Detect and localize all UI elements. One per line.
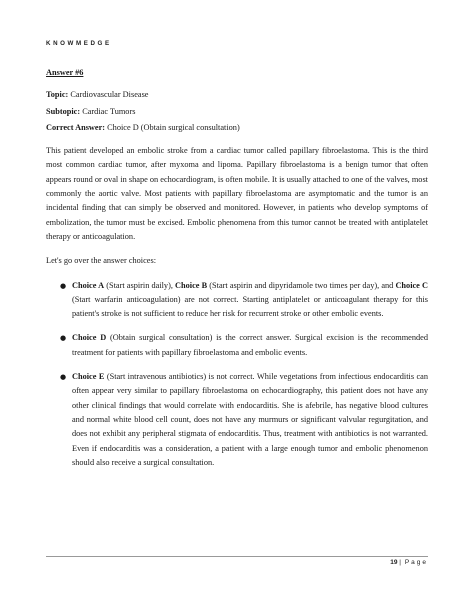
topic-value: Cardiovascular Disease (70, 90, 149, 100)
choice-a-label: Choice A (72, 280, 105, 290)
footer-divider (46, 556, 428, 557)
page-separator: | (399, 559, 401, 566)
list-item (46, 279, 428, 322)
choice-c-text: (Start warfarin anticoagulation) are not correct. Starting antiplatelet or anticoagulant therapy for this patient's stroke is not sufficient to reduce her risk for recurrent stroke or other embolic events. (72, 294, 428, 319)
bullet-icon: ● (60, 373, 67, 382)
correct-answer-label: Correct Answer: (46, 122, 106, 132)
choice-d-text: (Obtain surgical consultation) is the correct answer. Surgical excision is the recommended treatment for patients with papillary fibroelastoma and embolic events. (72, 333, 428, 357)
list-item (46, 331, 428, 360)
choices-intro: Let's go over the answer choices: (46, 256, 157, 266)
answer-content (46, 66, 428, 480)
topic-label: Topic: (46, 90, 69, 100)
answer-meta (46, 88, 428, 135)
list-item (46, 370, 428, 470)
subtopic-label: Subtopic: (46, 106, 81, 116)
choice-a-text: (Start aspirin daily), (104, 280, 176, 290)
choice-c-label: Choice C (395, 280, 428, 290)
choice-e-text: (Start intravenous antibiotics) is not correct. While vegetations from infectious endocarditis can often appear very similar to papillary fibroelastoma on echocardiography, this patient does not have any other clinical findings that would correlate with endocarditis. She is afebrile, has negative blood cultures and normal white blood cell count, does not have any murmurs or significant valvular regurgitation, and does not exhibit any peripheral stigmata of endocarditis. Thus, treatment with antibiotics is not warranted. Even if endocarditis was a consideration, a patient with a large enough tumor and embolic phenomenon should also receive a surgical consultation. (72, 372, 428, 467)
choice-b-label: Choice B (175, 280, 208, 290)
bullet-icon: ● (60, 281, 67, 290)
page-number-value: 19 (390, 559, 398, 566)
choice-d-label: Choice D (72, 333, 107, 343)
choices-list (46, 279, 428, 471)
choice-e-label: Choice E (72, 372, 105, 382)
page-number (390, 559, 428, 566)
bullet-icon: ● (60, 334, 67, 343)
subtopic-line (46, 105, 428, 119)
correct-answer-line (46, 121, 428, 135)
answer-title: Answer #6 (46, 68, 84, 77)
choice-b-text: (Start aspirin and dipyridamole two times per day), and (207, 280, 396, 290)
explanation-paragraph: This patient developed an embolic stroke from a cardiac tumor called papillary fibroelastoma. This is the third most common cardiac tumor, after myxoma and lipoma. Papillary fibroelastoma is a benign tumor that often appears round or oval in shape on echocardiogram, is often mobile. It is usually attached to one of the valves, most commonly the aortic valve. Most patients with papillary fibroelastoma are asymptomatic and the tumor is an incidental finding that can simply be observed and monitored. However, in patients who develop symptoms of embolization, the tumor must be excised. Embolic phenomena from this tumor cannot be treated with antiplatelet therapy or anticoagulation. (46, 146, 428, 241)
subtopic-value: Cardiac Tumors (82, 106, 136, 116)
correct-answer-value: Choice D (Obtain surgical consultation) (107, 122, 240, 132)
brand-header: KNOWMEDGE (46, 40, 112, 47)
page-word: Page (404, 559, 428, 566)
topic-line (46, 88, 428, 102)
